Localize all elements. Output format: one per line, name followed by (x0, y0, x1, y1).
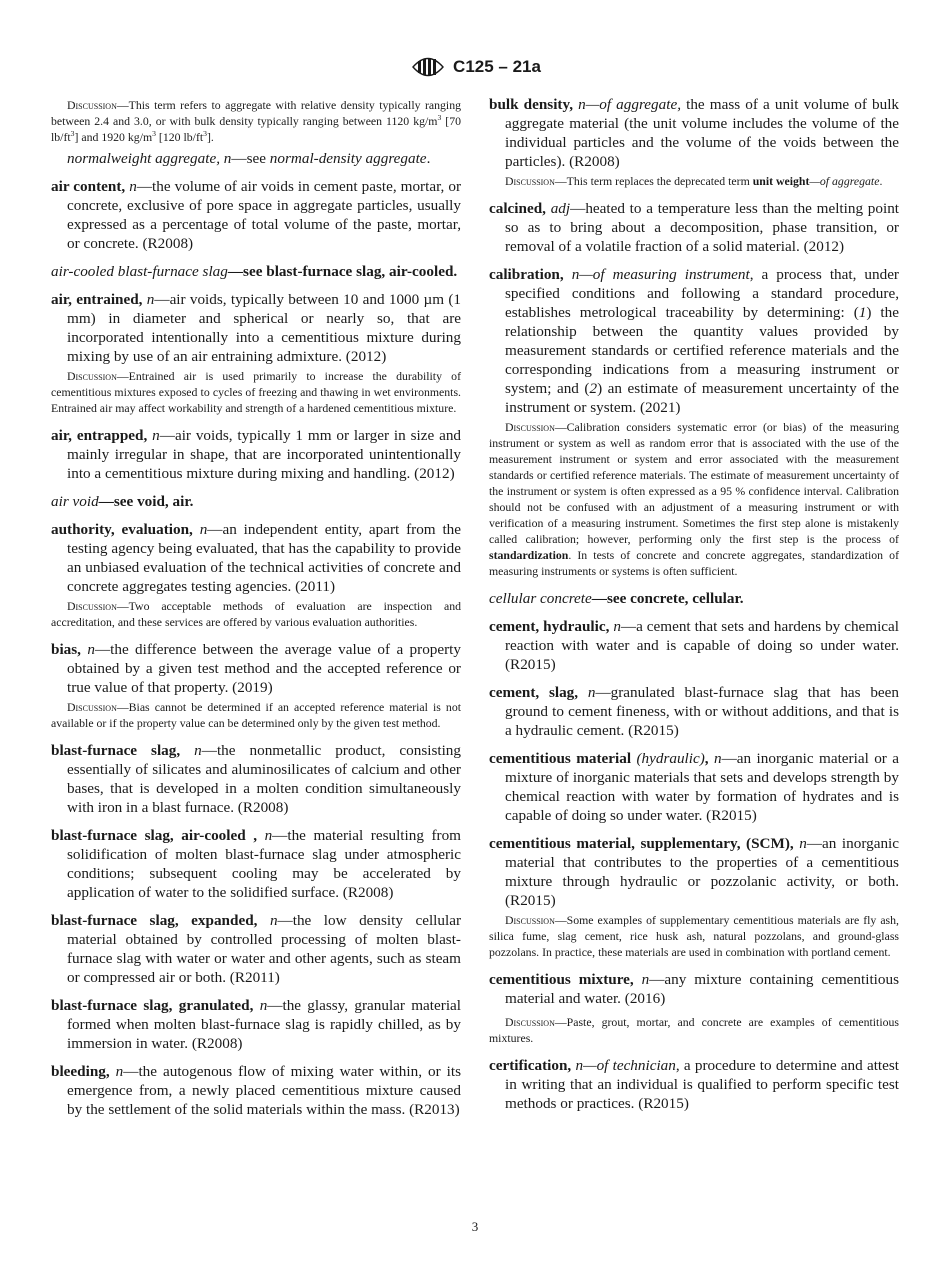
glossary-entry: air content, n—the volume of air voids in cement paste, mortar, or concrete, exclusive of pore space in aggregate particles, usually expressed as a percentage of total volume of the paste, mortar, or concrete. (R2008) (51, 178, 462, 252)
discussion-note: Discussion—Some examples of supplementary cementitious materials are fly ash, silica fume, slag cement, rice husk ash, natural pozzolans, and ground-glass pozzolans. In practice, these materials are used in combination with portland cement. (489, 913, 899, 959)
discussion-note: Discussion—This term refers to aggregate with relative density typically ranging between 2.4 and 3.0, or with bulk density typically ranging between 1120 $kg/m^3$ [70 $lb/ft^3$] and 1920 $kg/m^3$ [120 $lb/ft^3$]. (51, 98, 461, 144)
glossary-entry: cementitious material (hydraulic), n—an inorganic material or a mixture of inorganic materials that sets and develops strength by chemical reaction with water by formation of hydrates and is capable of doing so under water. (R2015) (489, 750, 899, 824)
discussion-note: Discussion—Two acceptable methods of evaluation are inspection and accreditation, and these services are offered by various evaluation authorities. (51, 599, 461, 629)
discussion-note: Discussion—Entrained air is used primarily to increase the durability of cementitious mixtures exposed to cycles of freezing and thawing in wet environments. Entrained air may affect workability and strength of a hardened cementitious mixture. (51, 369, 461, 415)
right-column (489, 95, 899, 1122)
document-designation: C125 – 21a (453, 57, 541, 76)
glossary-entry: cementitious mixture, n—any mixture containing cementitious material and water. (2016) (489, 971, 899, 1007)
discussion-note: Discussion—This term replaces the deprecated term unit weight—of aggregate. (505, 174, 883, 188)
cross-reference: cellular concrete—see concrete, cellular. (489, 590, 744, 607)
astm-logo-icon (409, 52, 447, 82)
glossary-entry: calcined, adj—heated to a temperature less than the melting point so as to bring about a decomposition, phase transition, or removal of a volatile fraction of a solid material. (2012) (489, 200, 900, 255)
discussion-note: Discussion—Calibration considers systematic error (or bias) of the measuring instrument or system as well as random error that is associated with the use of the measurement instrument or system and error associated with the measurement standards or certified reference materials. The estimate of measurement uncertainty of the instrument or system is often expressed as a 95 % confidence interval. Calibration should not be confused with an adjustment of a measuring instrument or with verification of a measuring instrument. Sometimes the first step alone is mistakenly called calibration; however, performing only the first step is the process of standardization. In tests of concrete and concrete aggregates, standardization of measuring instruments or systems is often sufficient. (489, 420, 899, 578)
left-column (51, 95, 461, 1128)
cross-reference: normalweight aggregate, n—see normal-density aggregate. (67, 150, 431, 167)
cross-reference: air-cooled blast-furnace slag—see blast-furnace slag, air-cooled. (51, 263, 458, 280)
glossary-entry: bleeding, n—the autogenous flow of mixing water within, or its emergence from, a newly placed cementitious mixture caused by the settlement of the solid materials within the mass. (R2013) (51, 1063, 462, 1118)
glossary-entry: blast-furnace slag, n—the nonmetallic product, consisting essentially of silicates and aluminosilicates of calcium and other bases, that is developed in a molten condition simultaneously with iron in a blast furnace. (R2008) (51, 742, 461, 816)
cross-reference: air void—see void, air. (51, 493, 194, 510)
glossary-entry: air, entrapped, n—air voids, typically 1 mm or larger in size and mainly irregular in shape, that are incorporated unintentionally into a cementitious mixture during mixing and handling. (2012) (51, 427, 462, 482)
glossary-entry: blast-furnace slag, air-cooled , n—the material resulting from solidification of molten blast-furnace slag under atmospheric conditions; subsequent cooling may be accelerated by application of water to the solidified surface. (R2008) (51, 827, 461, 901)
glossary-entry: air, entrained, n—air voids, typically between 10 and 1000 µm (1 mm) in diameter and spherical or nearly so, that are incorporated intentionally into a cementitious mixture during mixing by use of an air entraining admixture. (2012) (51, 291, 462, 365)
glossary-entry: blast-furnace slag, granulated, n—the glassy, granular material formed when molten blast-furnace slag is rapidly chilled, as by immersion in water. (R2008) (51, 997, 461, 1052)
glossary-entry: cement, hydraulic, n—a cement that sets and hardens by chemical reaction with water and is capable of doing so under water. (R2015) (489, 618, 900, 673)
page-header (0, 52, 950, 82)
glossary-entry: bias, n—the difference between the average value of a property obtained by a given test method and the accepted reference or true value of that property. (2019) (51, 641, 461, 696)
glossary-entry: authority, evaluation, n—an independent entity, apart from the testing agency being evaluated, that has the capability to provide an unbiased evaluation of the technical activities of concrete and concrete aggregates testing agencies. (2011) (51, 521, 462, 595)
discussion-note: Discussion—Bias cannot be determined if an accepted reference material is not available or if the property value can be determined only by the given test method. (51, 700, 461, 730)
glossary-entry: certification, n—of technician, a procedure to determine and attest in writing that an individual is qualified to perform specific test methods or practices. (R2015) (489, 1057, 900, 1112)
glossary-entry: cementitious material, supplementary, (SCM), n—an inorganic material that contributes to the properties of a cementitious mixture through hydraulic or pozzolanic activity, or both. (R2015) (489, 835, 899, 909)
page-number: 3 (471, 1219, 479, 1234)
glossary-entry: bulk density, n—of aggregate, the mass of a unit volume of bulk aggregate material (the unit volume includes the volume of the individual particles and the volume of the voids between the particles). (R2008) (489, 96, 900, 170)
glossary-entry: calibration, n—of measuring instrument, a process that, under specified conditions and following a standard procedure, establishes metrological traceability by determining: (1) the relationship between the quantity values provided by measurement standards or certified reference materials and the corresponding indications from a measuring instrument or system; and (2) an estimate of measurement uncertainty of the instrument or system. (2021) (489, 266, 899, 416)
discussion-note: Discussion—Paste, grout, mortar, and concrete are examples of cementitious mixtures. (489, 1015, 899, 1045)
glossary-entry: cement, slag, n—granulated blast-furnace slag that has been ground to cement fineness, with or without additions, and that is a hydraulic cement. (R2015) (489, 684, 900, 739)
glossary-entry: blast-furnace slag, expanded, n—the low density cellular material obtained by controlled processing of molten blast-furnace slag with water or water and other agents, such as steam or compressed air or both. (R2011) (51, 912, 461, 986)
